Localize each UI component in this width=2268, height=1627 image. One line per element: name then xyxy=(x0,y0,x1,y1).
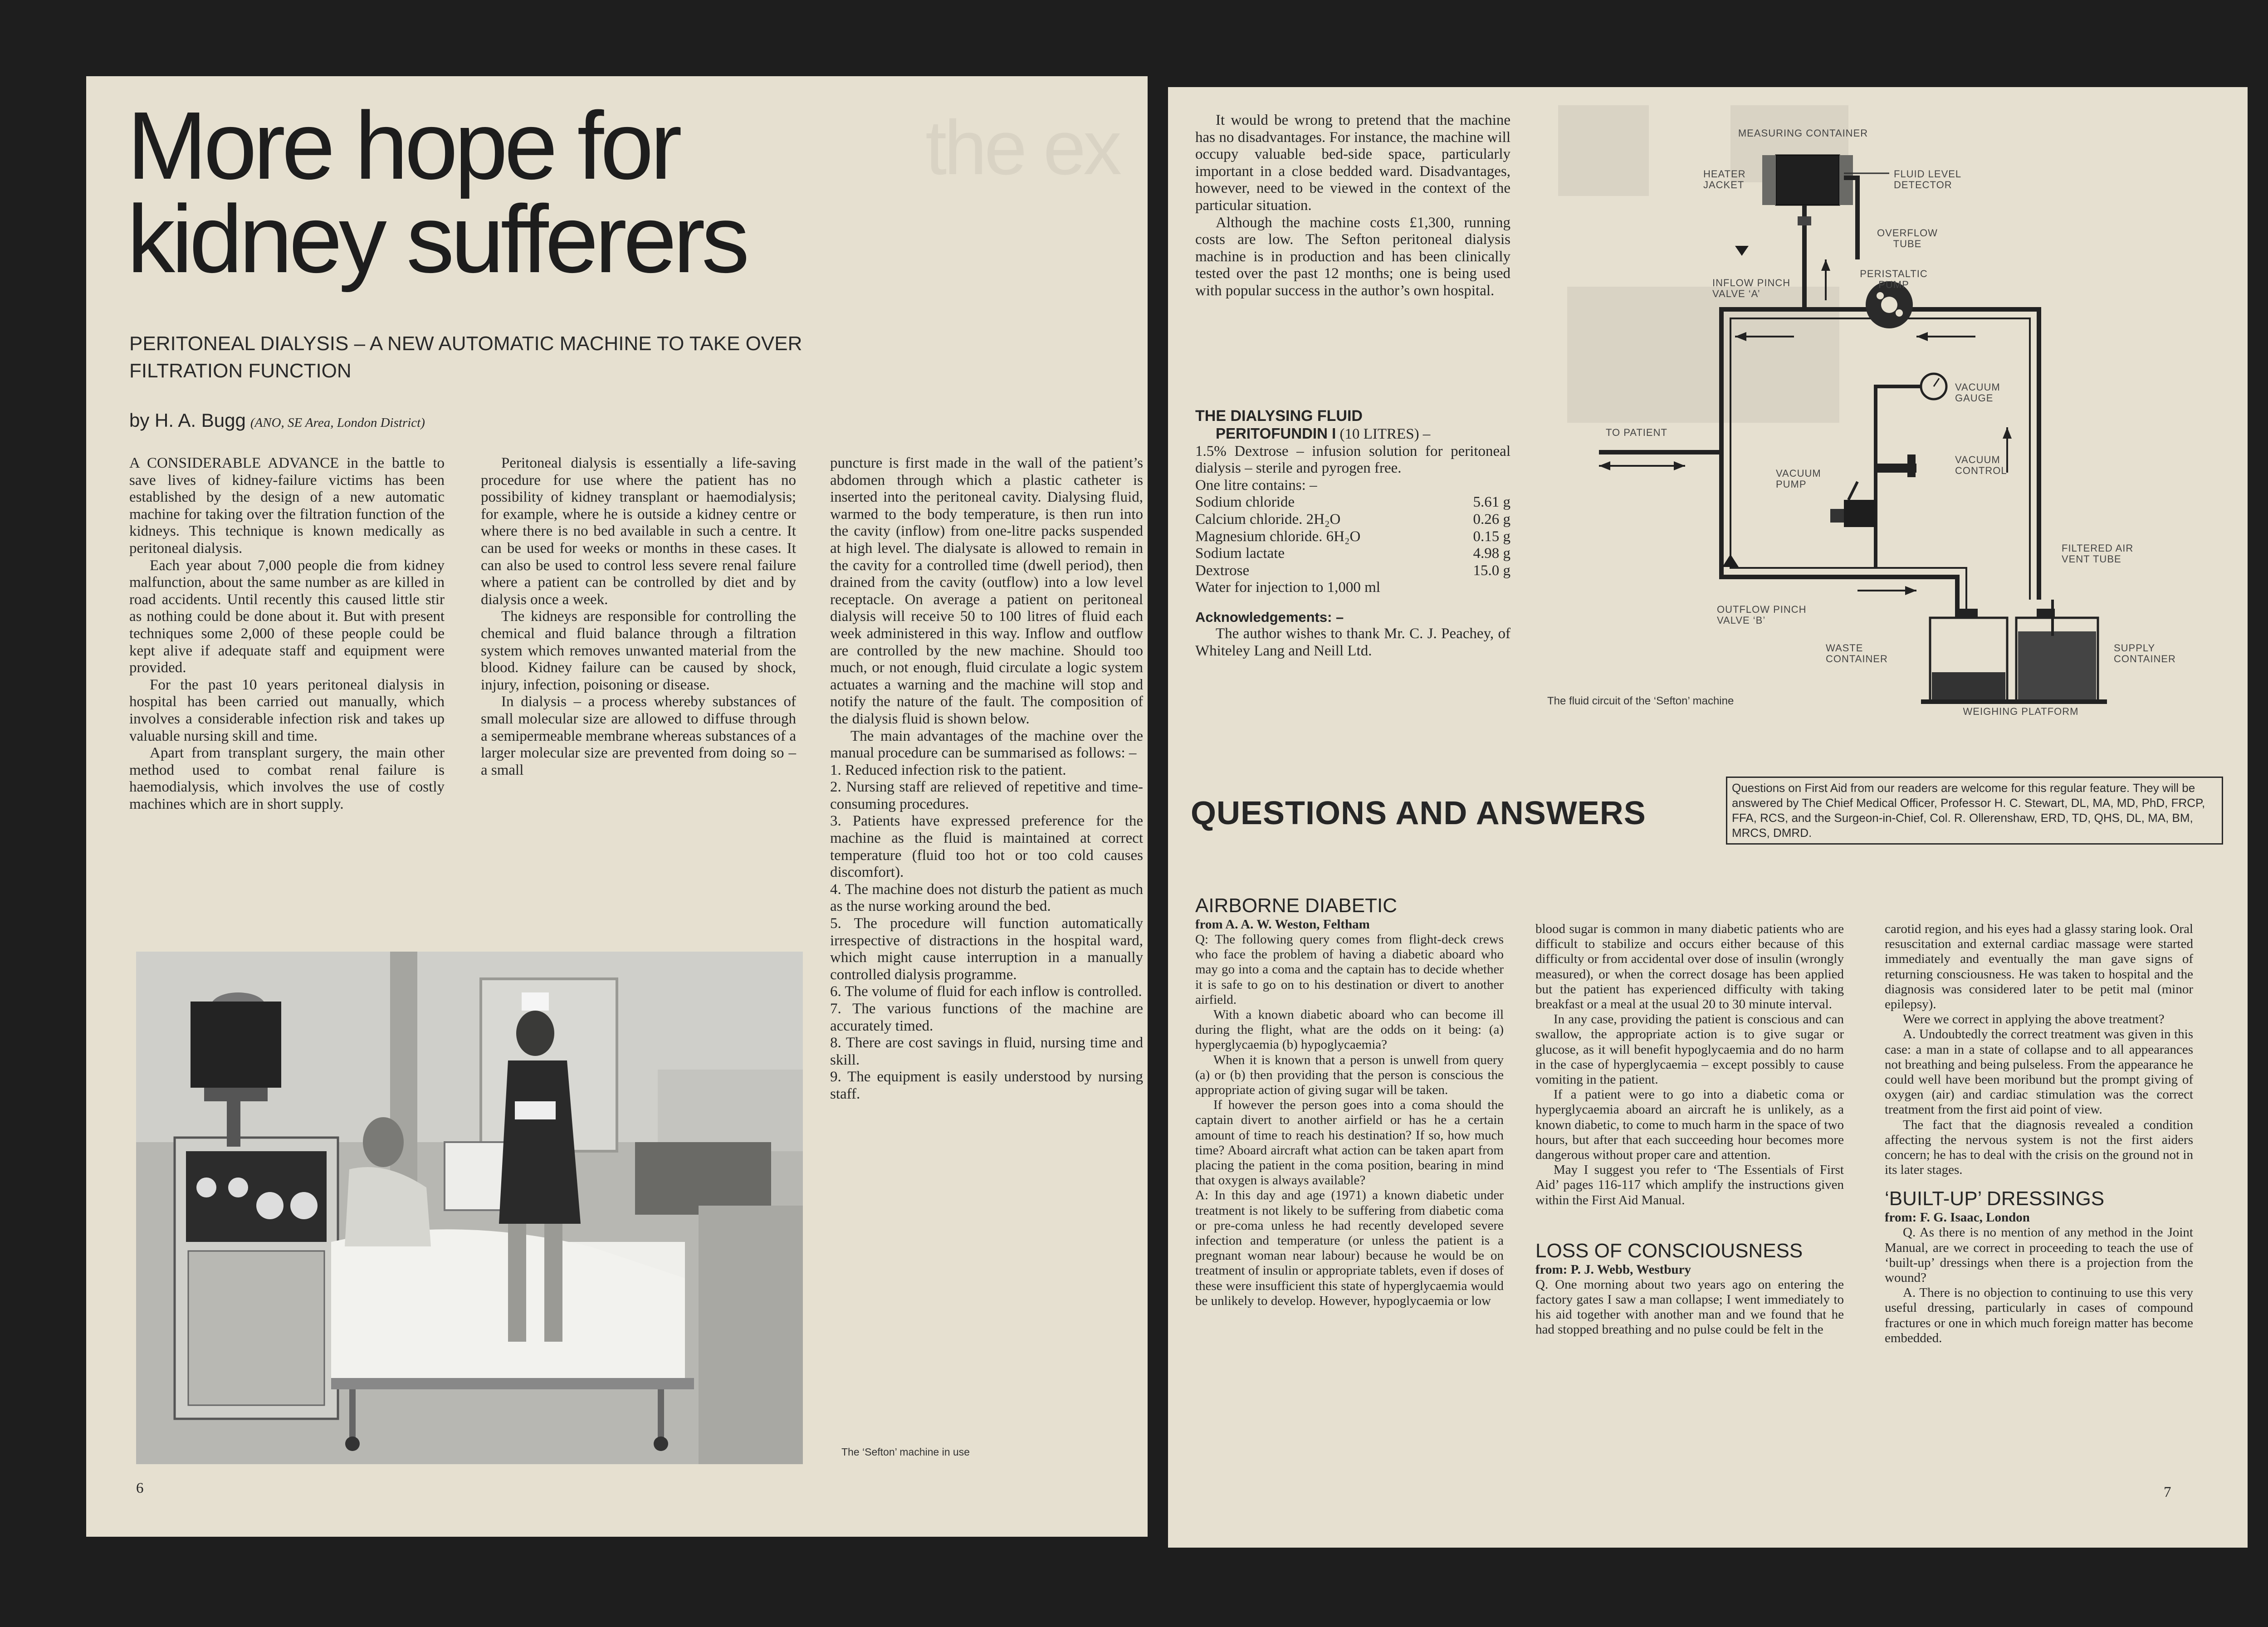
byline xyxy=(129,410,425,431)
ward-photo xyxy=(136,952,803,1464)
page-number: 6 xyxy=(136,1480,144,1496)
fluid-product-rest: (10 LITRES) – xyxy=(1339,426,1431,442)
qa-heading: QUESTIONS AND ANSWERS xyxy=(1191,795,1646,831)
paragraph: Apart from transplant surgery, the main other method used to combat renal failure is haemodialysis, which involves the use of costly machines which are in short supply. xyxy=(129,745,445,812)
paragraph: May I suggest you refer to ‘The Essentials of First Aid’ pages 116-117 which amplify the instructions given within the First Aid Manual. xyxy=(1535,1163,1844,1207)
paragraph: carotid region, and his eyes had a glassy staring look. Oral resuscitation and external cardiac massage were started immediately and eventually the man gave signs of returning consciousness. He was taken to hospital and the diagnosis was considered later to be petit mal (minor epilepsy). xyxy=(1885,922,2193,1012)
paragraph: Were we correct in applying the above treatment? xyxy=(1903,1012,2165,1027)
list-item: 9. The equipment is easily understood by nursing staff. xyxy=(830,1069,1143,1102)
label-weighing-platform: WEIGHING PLATFORM xyxy=(1963,706,2079,717)
airborne-text xyxy=(1195,932,1504,1309)
paragraph: blood sugar is common in many diabetic patients who are difficult to stabilize and occurs either because of this difficulty or from accidental over dose of insulin (wrongly measured), or when the correct dosage has been applied but the patient has experienced difficulty with taking breakfast or a meal at the usual 20 to 30 minute interval. xyxy=(1535,922,1844,1012)
ingredient-amount: 0.15 g xyxy=(1473,528,1510,545)
acknowledgements-heading: Acknowledgements: – xyxy=(1195,609,1344,625)
airborne-heading: AIRBORNE DIABETIC xyxy=(1195,894,1397,917)
label-measuring-container: MEASURING CONTAINER xyxy=(1738,127,1868,139)
paragraph: Peritoneal dialysis is essentially a life-saving procedure for use where the patient has no possibility of kidney transplant or haemodialysis; for example, where he is outside a kidney centre or where there is no bed available in such a centre. It can be used for weeks or months in these cases. It can also be used to control less severe renal failure where a patient can be controlled by diet and by dialysis once a week. xyxy=(481,455,796,608)
label-vacuum-control: VACUUM CONTROL xyxy=(1955,454,2007,476)
advantages-list xyxy=(830,762,1143,1103)
label-waste-container: WASTE CONTAINER xyxy=(1826,642,1888,664)
loss-from: from: P. J. Webb, Westbury xyxy=(1535,1262,1691,1277)
ingredient-amount: 5.61 g xyxy=(1473,494,1510,511)
article-column-1 xyxy=(129,455,445,813)
ingredient-name: Sodium lactate xyxy=(1195,545,1285,562)
paragraph: Each year about 7,000 people die from kidney malfunction, about the same number as are killed in road accidents. Until recently this caused little stir as nothing could be done about it. But with present techniques some 2,000 of these people could be kept alive if adequate staff and equipment were provided. xyxy=(129,557,445,676)
photo-caption: The ‘Sefton’ machine in use xyxy=(841,1446,970,1458)
ingredient-amount: 15.0 g xyxy=(1473,562,1510,579)
paragraph: In any case, providing the patient is conscious and can swallow, the appropriate action is to give sugar or glucose, as it will benefit hypoglycaemia and do no harm in the case of hyperglycaemia – except possibly to cause vomiting in the patient. xyxy=(1535,1012,1844,1087)
airborne-from: from A. A. W. Weston, Feltham xyxy=(1195,917,1370,932)
label-outflow-pinch-valve: OUTFLOW PINCH VALVE ‘B’ xyxy=(1717,604,1807,626)
qa-column-1 xyxy=(1195,894,1504,1309)
paragraph: With a known diabetic aboard who can become ill during the flight, what are the odds on it being: (a) hyperglycaemia (b) hypoglycaemia? xyxy=(1195,1007,1504,1052)
ingredient-name: Dextrose xyxy=(1195,562,1250,579)
builtup-from: from: F. G. Isaac, London xyxy=(1885,1210,2030,1225)
table-row xyxy=(1195,494,1510,511)
paragraph: If a patient were to go into a diabetic coma or hyperglycaemia aboard an aircraft he is unlikely, as a known diabetic, to come to much harm in the space of two hours, but after that each succeeding hour becomes more dangerous without proper care and attention. xyxy=(1535,1087,1844,1163)
paragraph: A. There is no objection to continuing to use this very useful dressing, particularly in cases of compound fractures or one in which much foreign matter has become embedded. xyxy=(1885,1285,2193,1345)
list-item: 4. The machine does not disturb the patient as much as the nurse working around the bed. xyxy=(830,881,1143,915)
list-item: 2. Nursing staff are relieved of repetitive and time-consuming procedures. xyxy=(830,779,1143,812)
paragraph: puncture is first made in the wall of the patient’s abdomen through which a plastic catheter is inserted into the peritoneal cavity. Dialysing fluid, warmed to the body temperature, is then run into the cavity (inflow) from one-litre packs suspended at high level. The dialysate is allowed to remain in the cavity for a controlled time (dwell period), then drained from the cavity (outflow) into a low level receptacle. On average a patient on peritoneal dialysis will receive 50 to 100 litres of fluid each week administered in this way. Inflow and outflow are controlled by the new machine. Should too much, or not enough, fluid circulate a logic system actuates a warning and the machine will stop and notify the nature of the fault. The composition of the dialysis fluid is shown below. xyxy=(830,455,1143,727)
ingredient-name: Sodium chloride xyxy=(1195,494,1295,511)
loss-heading: LOSS OF CONSCIOUSNESS xyxy=(1535,1239,1803,1262)
article-title xyxy=(127,92,746,293)
title-line-1: More hope for xyxy=(127,92,679,199)
paragraph: The kidneys are responsible for controlling the chemical and fluid balance through a filtration system which removes unwanted material from the blood. Kidney failure can be caused by shock, injury, infection, poisoning or disease. xyxy=(481,608,796,693)
fluid-circuit-svg xyxy=(1531,110,2243,704)
fluid-product: PERITOFUNDIN I xyxy=(1216,425,1336,442)
builtup-heading: ‘BUILT-UP’ DRESSINGS xyxy=(1885,1187,2105,1210)
ingredient-name: Calcium chloride. 2H₂O xyxy=(1195,511,1341,528)
paragraph: In dialysis – a process whereby substances of small molecular size are allowed to diffuse through a semipermeable membrane whereas substances of a larger molecular size are prevented from doing so – a small xyxy=(481,694,796,778)
list-item: 6. The volume of fluid for each inflow is controlled. xyxy=(830,983,1142,1000)
article-column-3 xyxy=(830,455,1143,1103)
byline-author: by H. A. Bugg xyxy=(129,410,246,431)
paragraph: A CONSIDERABLE ADVANCE in the battle to save lives of kidney-failure victims has been established by the design of a new automatic machine for taking over the filtration function of the kidneys. This technique is known medically as peritoneal dialysis. xyxy=(129,455,445,557)
ingredient-name: Magnesium chloride. 6H₂O xyxy=(1195,528,1361,545)
fluid-contains: One litre contains: – xyxy=(1195,477,1317,493)
water-line: Water for injection to 1,000 ml xyxy=(1195,579,1380,596)
label-supply-container: SUPPLY CONTAINER xyxy=(2114,642,2176,664)
fluid-product-line xyxy=(1195,425,1510,443)
paragraph: Q: The following query comes from flight-deck crews who face the problem of having a diabetic aboard who may go into a coma and the captain has to decide whether it is safe to go on to his destination or divert to another airfield. xyxy=(1195,932,1504,1007)
article-column-2 xyxy=(481,455,796,779)
paragraph: When it is known that a person is unwell from query (a) or (b) then providing that the person is conscious the appropriate action of giving sugar will be taken. xyxy=(1195,1052,1504,1098)
airborne-text-continued xyxy=(1535,922,1844,1208)
paragraph: Although the machine costs £1,300, running costs are low. The Sefton peritoneal dialysis machine is in production and has been clinically tested over the past 12 months; one is being used with popular success in the author’s own hospital. xyxy=(1195,214,1510,299)
label-overflow-tube: OVERFLOW TUBE xyxy=(1877,227,1938,249)
label-fluid-level-detector: FLUID LEVEL DETECTOR xyxy=(1894,168,1961,191)
label-filtered-air-vent-tube: FILTERED AIR VENT TUBE xyxy=(2062,542,2134,565)
paragraph: It would be wrong to pretend that the machine has no disadvantages. For instance, the machine will occupy valuable bed-side space, particularly important in a close bedded ward. Disadvantages, however, need to be viewed in the context of the particular situation. xyxy=(1195,112,1510,214)
list-item: 7. The various functions of the machine are accurately timed. xyxy=(830,1001,1143,1034)
paragraph: For the past 10 years peritoneal dialysis in hospital has been carried out manually, which involves a considerable infection risk and takes up valuable nursing skill and time. xyxy=(129,676,445,744)
fluid-circuit-diagram xyxy=(1531,110,2243,717)
table-row xyxy=(1195,528,1510,546)
acknowledgements-text: The author wishes to thank Mr. C. J. Peachey, of Whiteley Lang and Neill Ltd. xyxy=(1195,625,1510,659)
ingredient-amount: 4.98 g xyxy=(1473,545,1510,562)
paragraph: Q. As there is no mention of any method in the Joint Manual, are we correct in proceeding to teach the use of ‘built-up’ dressings when there is a projection from the wound? xyxy=(1885,1225,2193,1285)
paragraph: The main advantages of the machine over the manual procedure can be summarised as follows: – xyxy=(830,728,1143,762)
ingredient-amount: 0.26 g xyxy=(1473,511,1510,528)
label-to-patient: TO PATIENT xyxy=(1606,427,1667,438)
article-subtitle: PERITONEAL DIALYSIS – A NEW AUTOMATIC MACHINE TO TAKE OVER FILTRATION FUNCTION xyxy=(129,332,802,382)
composition-table xyxy=(1195,494,1510,579)
qa-column-3 xyxy=(1885,922,2193,1346)
fluid-description: 1.5% Dextrose – infusion solution for peritoneal dialysis – sterile and pyrogen free. xyxy=(1195,443,1510,477)
byline-affiliation: (ANO, SE Area, London District) xyxy=(250,415,425,430)
left-page xyxy=(86,76,1148,1537)
list-item: 8. There are cost savings in fluid, nursing time and skill. xyxy=(830,1035,1143,1068)
list-item: 3. Patients have expressed preference for the machine as the fluid is maintained at correct temperature (fluid too hot or too cold causes discomfort). xyxy=(830,813,1143,881)
table-row xyxy=(1195,511,1510,528)
right-page xyxy=(1168,87,2248,1548)
label-peristaltic-pump: PERISTALTIC PUMP xyxy=(1860,268,1928,290)
loss-text: Q. One morning about two years ago on entering the factory gates I saw a man collapse; I went immediately to his aid together with another man and we found that he had stopped breathing and no pulse could be felt in the xyxy=(1535,1277,1844,1337)
title-line-2: kidney sufferers xyxy=(127,185,746,293)
paragraph: A. Undoubtedly the correct treatment was given in this case: a man in a state of collapse and to all appearances not breathing and being pulseless. From the appearance he could well have been moribund but the prompt giving of oxygen (air) and cardiac stimulation was the correct treatment from the first aid point of view. xyxy=(1885,1027,2193,1117)
ward-photo-illustration xyxy=(136,952,803,1464)
loss-text-continued xyxy=(1885,922,2193,1177)
label-vacuum-pump: VACUUM PUMP xyxy=(1776,468,1821,490)
paragraph: If however the person goes into a coma should the captain divert to another airfield or has he a certain amount of time to reach his destination? If so, how much time? Aboard aircraft what action can be taken apart from placing the patient in the coma position, bearing in mind that oxygen is always available? xyxy=(1195,1098,1504,1188)
dialysing-fluid-section xyxy=(1195,407,1510,660)
table-row xyxy=(1195,562,1510,580)
bleed-through-heading: the ex xyxy=(925,105,1119,191)
article-continuation xyxy=(1195,112,1510,300)
builtup-text xyxy=(1885,1225,2193,1346)
list-item: 1. Reduced infection risk to the patient. xyxy=(830,762,1066,778)
paragraph: The fact that the diagnosis revealed a condition affecting the nervous system is not the first aiders concern; he has to deal with the crisis on the ground not in its later stages. xyxy=(1885,1117,2193,1177)
list-item: 5. The procedure will function automatically irrespective of distractions in the hospital ward, which might cause interruption in a manually controlled dialysis programme. xyxy=(830,915,1143,983)
page-number: 7 xyxy=(2164,1484,2171,1500)
paragraph: A: In this day and age (1971) a known diabetic under treatment is not likely to be suffering from diabetic coma or pre-coma unless he had recently developed severe infection and temperature (or unless the patient is a pregnant woman near labour) because he would be on treatment of insulin or appropriate tablets, even if doses of these were insufficient this state of hyperglycaemia would be unlikely to develop. However, hypoglycaemia or low xyxy=(1195,1188,1504,1308)
fluid-heading: THE DIALYSING FLUID xyxy=(1195,407,1363,425)
qa-intro-box: Questions on First Aid from our readers are welcome for this regular feature. They will be answered by The Chief Medical Officer, Professor H. C. Stewart, DL, MA, MD, PhD, FRCP, FFA, RCS, and the Surgeon-in-Chief, Col. R. Ollerenshaw, ERD, TD, QHS, DL, MA, BM, MRCS, DMRD. xyxy=(1726,777,2223,845)
label-heater-jacket: HEATER JACKET xyxy=(1703,168,1746,191)
table-row xyxy=(1195,545,1510,562)
diagram-caption: The fluid circuit of the ‘Sefton’ machine xyxy=(1547,695,1734,707)
label-vacuum-gauge: VACUUM GAUGE xyxy=(1955,381,2000,404)
label-inflow-pinch-valve: INFLOW PINCH VALVE ‘A’ xyxy=(1712,277,1791,299)
qa-column-2 xyxy=(1535,922,1844,1338)
